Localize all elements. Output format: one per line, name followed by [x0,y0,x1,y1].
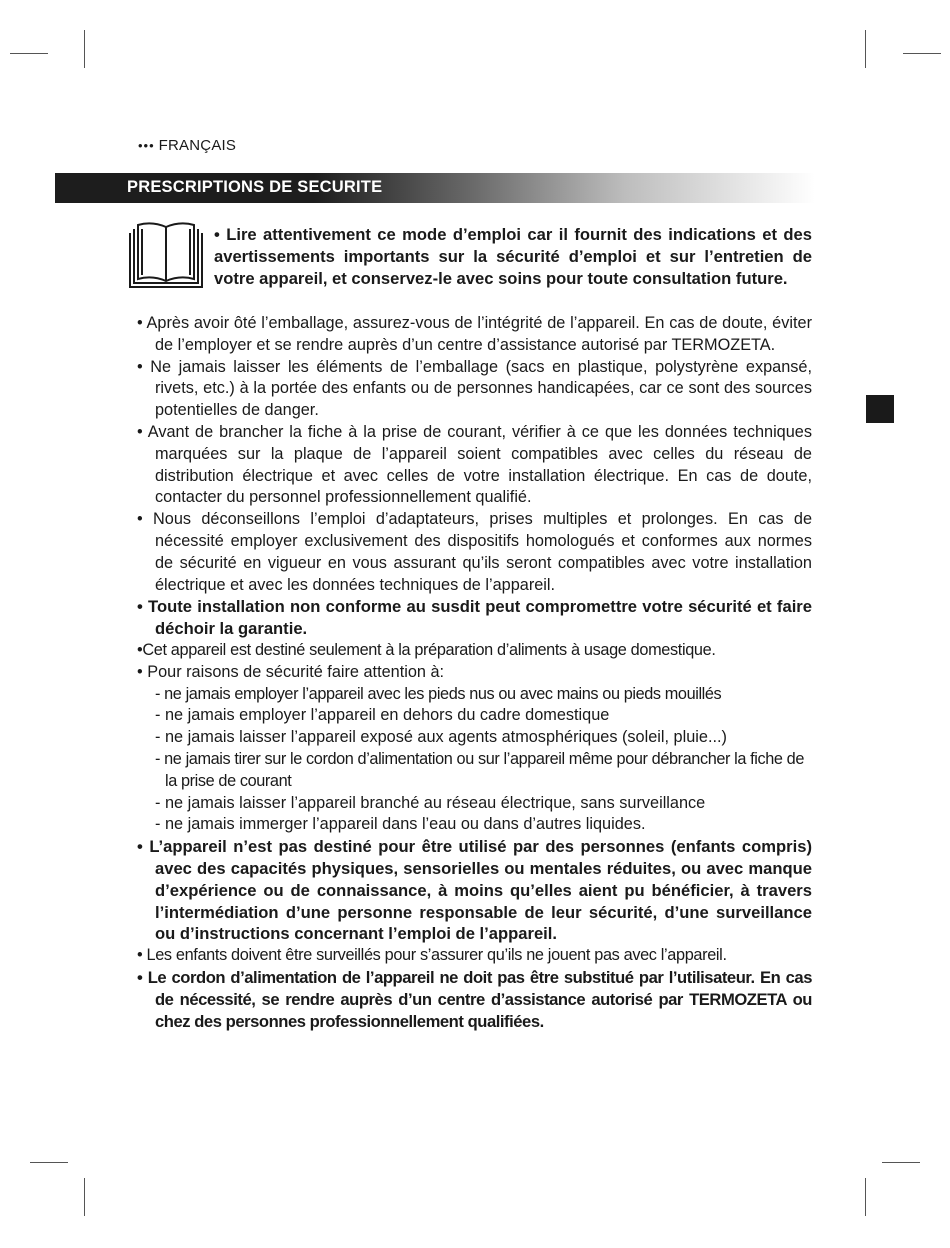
list-item-bold: • L’appareil n’est pas destiné pour être utilisé par des personnes (enfants compris) avec des capacités physiques, sensorielles ou mentales réduites, ou avec manque d’expérience ou de connaissance, à moins qu’elles aient pu bénéficier, à travers l’intermédiation d’une personne responsable de leur sécurité, d’une surveillance ou d’instructions concernant l’emploi de l’appareil. [137,837,812,944]
crop-mark [30,1162,68,1163]
sub-list-item: - ne jamais employer l’appareil en dehors du cadre domestique [155,706,610,725]
sub-list-item: - ne jamais employer l’appareil avec les pieds nus ou avec mains ou pieds mouillés [155,684,722,703]
language-name: FRANÇAIS [158,137,237,154]
list-item: • Après avoir ôté l’emballage, assurez-vous de l’intégrité de l’appareil. En cas de doute, éviter de l’employer et se rendre auprès d’un centre d’assistance autorisé par TERMOZETA. [137,314,812,354]
list-item: •Cet appareil est destiné seulement à la préparation d’aliments à usage domestique. [137,640,716,659]
page-tab-marker [866,395,894,423]
bullet-dots: ••• [138,138,155,153]
crop-mark [865,1178,866,1216]
section-header-bar [55,173,815,203]
list-item: • Pour raisons de sécurité faire attention à: [137,662,445,681]
language-label [138,137,236,154]
crop-mark [882,1162,920,1163]
list-item: • Nous déconseillons l’emploi d’adaptateurs, prises multiples et prolonges. En cas de nécessité employer exclusivement des dispositifs homologués et conformes aux normes de sécurité en vigueur en vous assurant qu’ils seront compatibles avec votre installation électrique et avec les données techniques de l’appareil. [137,510,812,594]
sub-list-item: - ne jamais laisser l’appareil branché au réseau électrique, sans surveillance [155,793,706,812]
sub-list-item: - ne jamais laisser l’appareil exposé aux agents atmosphériques (soleil, pluie...) [155,728,727,747]
crop-mark [865,30,866,68]
crop-mark [903,53,941,54]
crop-mark [10,53,48,54]
intro-warning: • Lire attentivement ce mode d’emploi car il fournit des indications et des avertissements importants sur la sécurité d’emploi et sur l’entretien de votre appareil, et conservez-le avec soins pour toute consultation future. [214,225,812,288]
list-item-bold: • Toute installation non conforme au susdit peut compromettre votre sécurité et faire déchoir la garantie. [137,597,812,639]
list-item: • Ne jamais laisser les éléments de l’emballage (sacs en plastique, polystyrène expansé, rivets, etc.) à la portée des enfants ou de personnes handicapées, car ce sont des sources potentielles de danger. [137,357,812,420]
open-book-icon [126,219,206,291]
list-item: • Avant de brancher la fiche à la prise de courant, vérifier à ce que les données techniques marquées sur la plaque de l’appareil soient compatibles avec celles du réseau de distribution électrique et avec celles de votre installation électrique. En cas de doute, contacter du personnel professionnellement qualifié. [137,422,812,507]
section-title: PRESCRIPTIONS DE SECURITE [127,178,383,196]
crop-mark [84,30,85,68]
sub-list-item: - ne jamais immerger l’appareil dans l’eau ou dans d’autres liquides. [155,815,646,834]
safety-list [137,313,812,1032]
sub-list-item: - ne jamais tirer sur le cordon d’alimentation ou sur l’appareil même pour débrancher la fiche de la prise de courant [155,749,804,790]
crop-mark [84,1178,85,1216]
list-item: • Les enfants doivent être surveillés pour s’assurer qu’ils ne jouent pas avec l’appareil. [137,946,727,965]
list-item-bold: • Le cordon d’alimentation de l’appareil ne doit pas être substitué par l’utilisateur. En cas de nécessité, se rendre auprès d’un centre d’assistance autorisé par TERMOZETA ou chez des personnes professionnellement qualifiées. [137,967,812,1031]
